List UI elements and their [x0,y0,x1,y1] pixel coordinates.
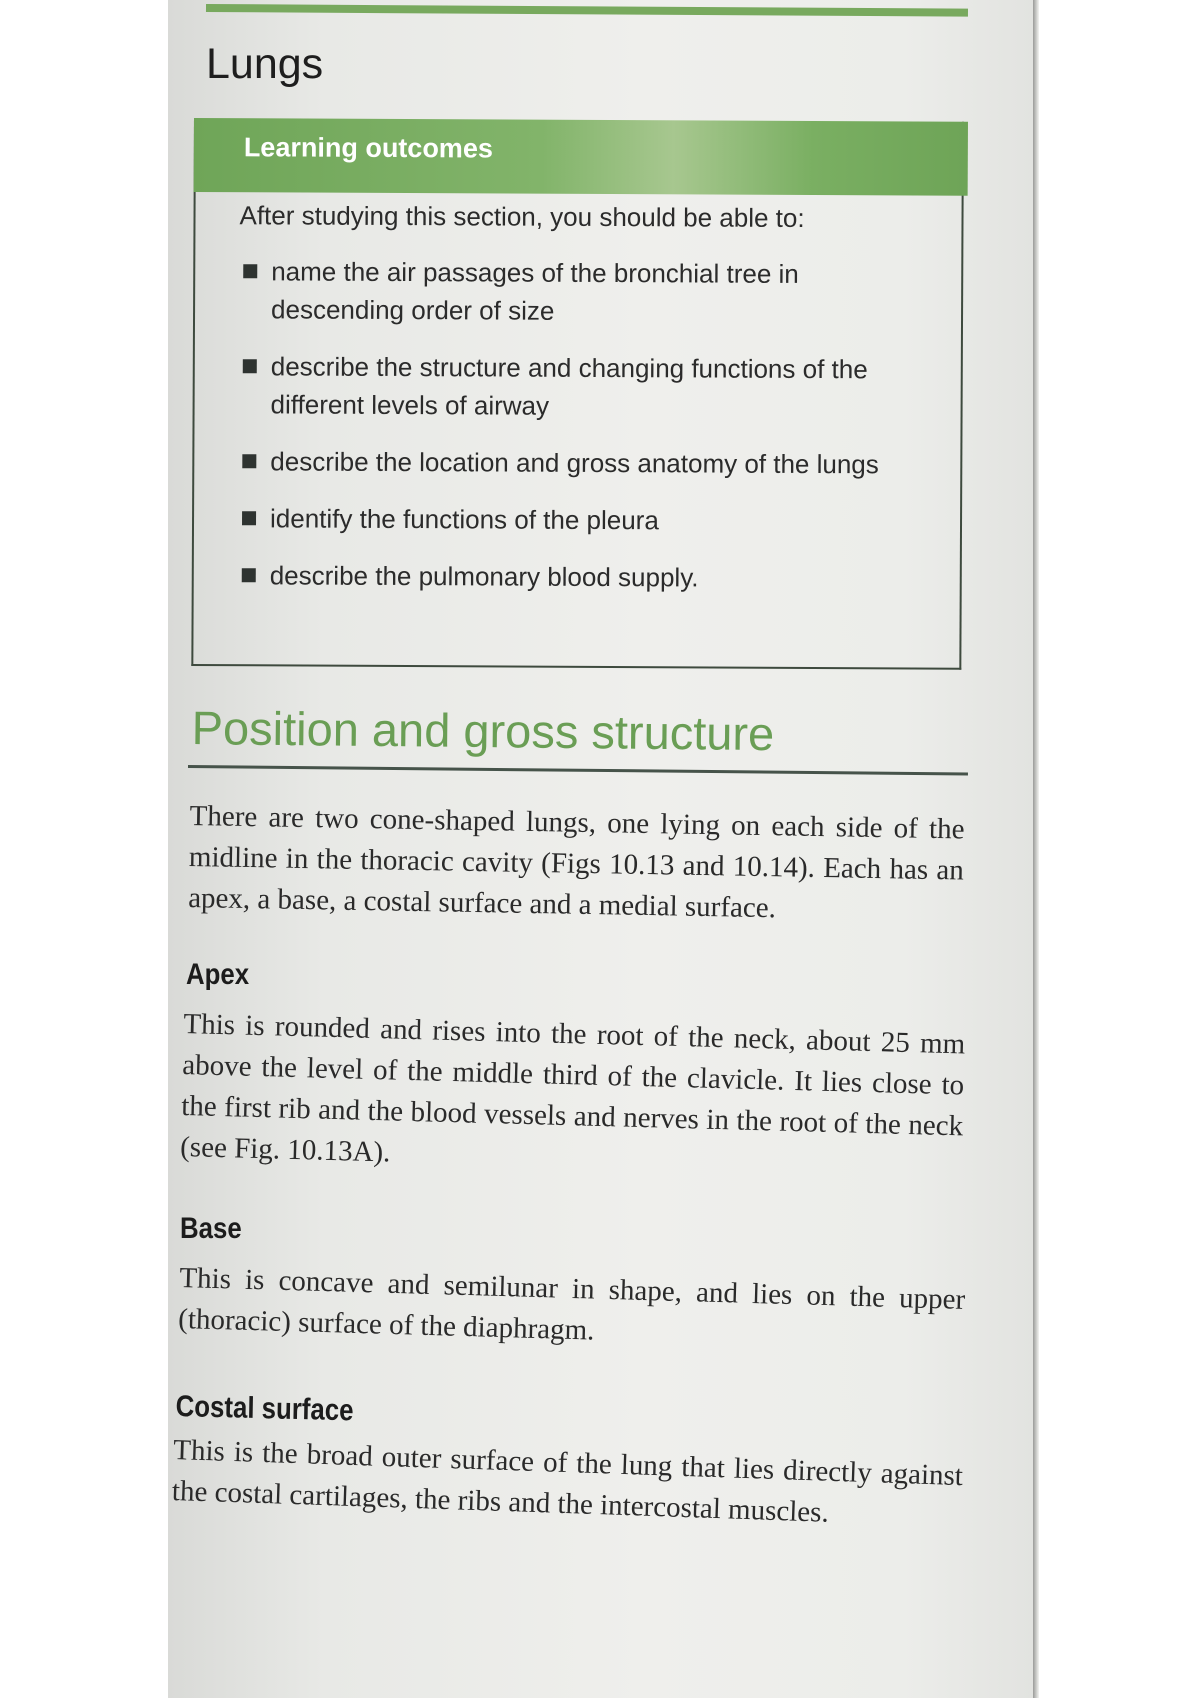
base-heading: Base [180,1212,242,1245]
base-paragraph: This is concave and semilunar in shape, and lies on the upper (thoracic) surface of the diaphragm. [177,1261,966,1347]
chapter-title: Lungs [206,40,324,88]
section-divider [188,765,968,775]
list-item-text: describe the location and gross anatomy of the lungs [270,446,879,480]
learning-outcomes-heading: Learning outcomes [243,132,493,164]
apex-heading: Apex [186,958,250,991]
square-bullet-icon [243,264,257,278]
list-item-text: name the air passages of the bronchial tree in descending order of size [270,256,799,326]
list-item-text: describe the structure and changing functions of the different levels of airway [270,351,868,421]
section-title: Position and gross structure [191,700,775,761]
learning-outcomes-intro: After studying this section, you should be able to: [239,200,805,233]
square-bullet-icon [242,568,256,582]
costal-surface-heading: Costal surface [175,1390,354,1428]
list-item [243,347,923,426]
list-item [243,252,923,331]
square-bullet-icon [242,454,256,468]
learning-outcomes-list [242,252,924,616]
learning-outcomes-header [194,118,968,196]
costal-surface-paragraph: This is the broad outer surface of the lung that lies directly against the costal cartilages, the ribs and the intercostal muscles. [171,1433,964,1529]
list-item [242,556,922,597]
page-edge-shadow [1033,0,1039,1698]
list-item [242,499,922,540]
apex-paragraph: This is rounded and rises into the root of the neck, about 25 mm above the level of the middle third of the clavicle. It lies close to the first rib and the blood vessels and nerves in the root of the neck (see Fig. 10.13A). [179,1007,966,1169]
list-item-text: identify the functions of the pleura [269,503,659,536]
section-intro-paragraph: There are two cone-shaped lungs, one lying on each side of the midline in the thoracic cavity (Figs 10.13 and 10.14). Each has an apex, a base, a costal surface and a medial surface. [187,799,965,925]
list-item [242,442,922,483]
book-page [168,0,1033,1698]
square-bullet-icon [243,359,257,373]
list-item-text: describe the pulmonary blood supply. [269,560,699,593]
top-green-rule [206,4,968,17]
learning-outcomes-box [191,118,964,670]
square-bullet-icon [242,511,256,525]
